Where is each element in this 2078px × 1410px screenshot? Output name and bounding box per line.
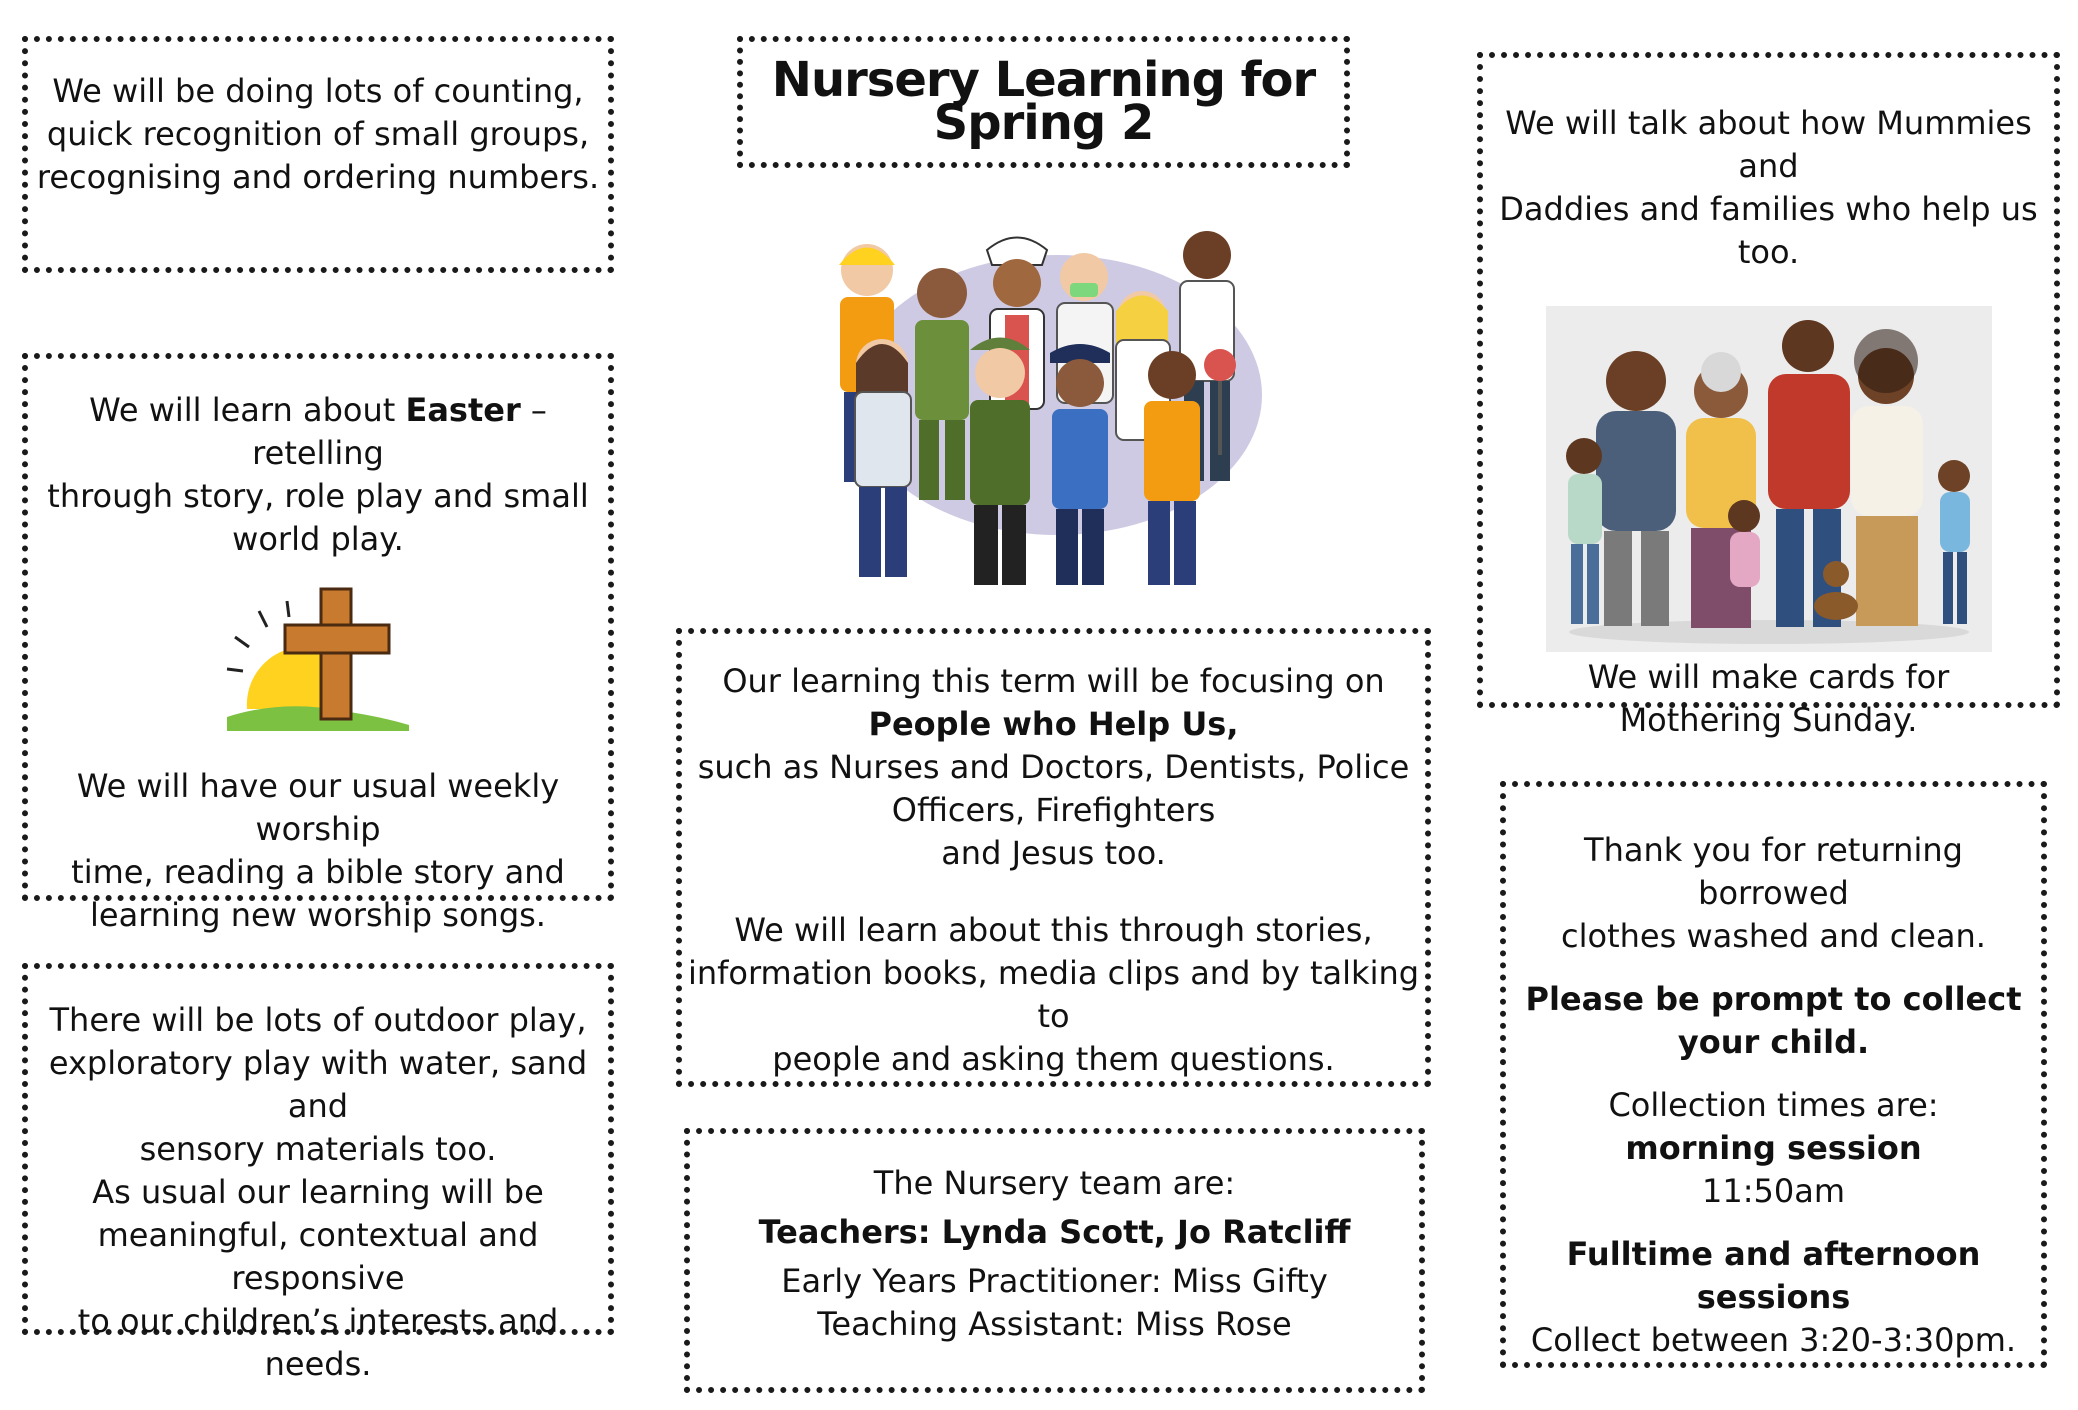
title-box <box>737 36 1350 168</box>
outdoor-line: There will be lots of outdoor play, <box>49 1001 587 1039</box>
fulltime-label: Fulltime and afternoon sessions <box>1566 1235 1981 1316</box>
easter-line: We will learn about Easter – retelling <box>89 391 547 472</box>
focus-line: people and asking them questions. <box>772 1040 1335 1078</box>
collection-intro: Collection times are: <box>1608 1086 1939 1124</box>
community-helpers-illustration <box>822 225 1292 595</box>
families-line: We will talk about how Mummies and <box>1505 104 2032 185</box>
notice-prompt: Please be prompt to collect <box>1525 980 2022 1018</box>
counting-line: recognising and ordering numbers. <box>36 158 600 196</box>
focus-topic: People who Help Us, <box>868 705 1239 743</box>
worship-line: learning new worship songs. <box>90 896 546 934</box>
counting-line: quick recognition of small groups, <box>46 115 590 153</box>
outdoor-line: sensory materials too. <box>139 1130 497 1168</box>
outdoor-line: meaningful, contextual and responsive <box>97 1216 539 1297</box>
morning-time: 11:50am <box>1702 1172 1845 1210</box>
team-assistant: Teaching Assistant: Miss Rose <box>817 1305 1292 1343</box>
outdoor-box <box>22 963 614 1383</box>
families-box <box>1477 52 2060 739</box>
family-illustration <box>1546 306 1992 652</box>
families-line: Daddies and families who help us too. <box>1499 190 2038 271</box>
cards-line: We will make cards for <box>1587 658 1950 696</box>
easter-line: world play. <box>232 520 404 558</box>
outdoor-line: As usual our learning will be <box>92 1173 544 1211</box>
team-box <box>684 1128 1425 1393</box>
team-practitioner: Early Years Practitioner: Miss Gifty <box>781 1262 1328 1300</box>
morning-label: morning session <box>1625 1129 1922 1167</box>
cross-sunrise-icon <box>223 581 413 731</box>
focus-line: such as Nurses and Doctors, Dentists, Police <box>697 748 1410 786</box>
focus-line: information books, media clips and by talking to <box>687 954 1420 1035</box>
team-teachers: Teachers: Lynda Scott, Jo Ratcliff <box>758 1213 1351 1251</box>
easter-keyword: Easter <box>405 391 521 429</box>
focus-line: and Jesus too. <box>941 834 1166 872</box>
focus-line: We will learn about this through stories, <box>734 911 1373 949</box>
worship-line: We will have our usual weekly worship <box>76 767 560 848</box>
focus-line: Our learning this term will be focusing on <box>722 662 1385 700</box>
counting-line: We will be doing lots of counting, <box>52 72 584 110</box>
cards-line: Mothering Sunday. <box>1619 701 1918 739</box>
team-intro: The Nursery team are: <box>873 1164 1236 1202</box>
focus-line: Officers, Firefighters <box>891 791 1216 829</box>
notice-line: Thank you for returning borrowed <box>1584 831 1963 912</box>
notice-prompt: your child. <box>1677 1023 1870 1061</box>
worship-line: time, reading a bible story and <box>71 853 565 891</box>
easter-box <box>22 353 614 934</box>
easter-line: through story, role play and small <box>47 477 589 515</box>
focus-box <box>676 628 1431 1087</box>
notice-line: clothes washed and clean. <box>1561 917 1986 955</box>
page-title: Nursery Learning for Spring 2 <box>771 52 1316 151</box>
outdoor-line: to our children’s interests and needs. <box>77 1302 559 1383</box>
fulltime-time: Collect between 3:20-3:30pm. <box>1530 1321 2017 1359</box>
counting-box <box>22 36 614 273</box>
notice-box <box>1500 781 2047 1368</box>
outdoor-line: exploratory play with water, sand and <box>48 1044 588 1125</box>
